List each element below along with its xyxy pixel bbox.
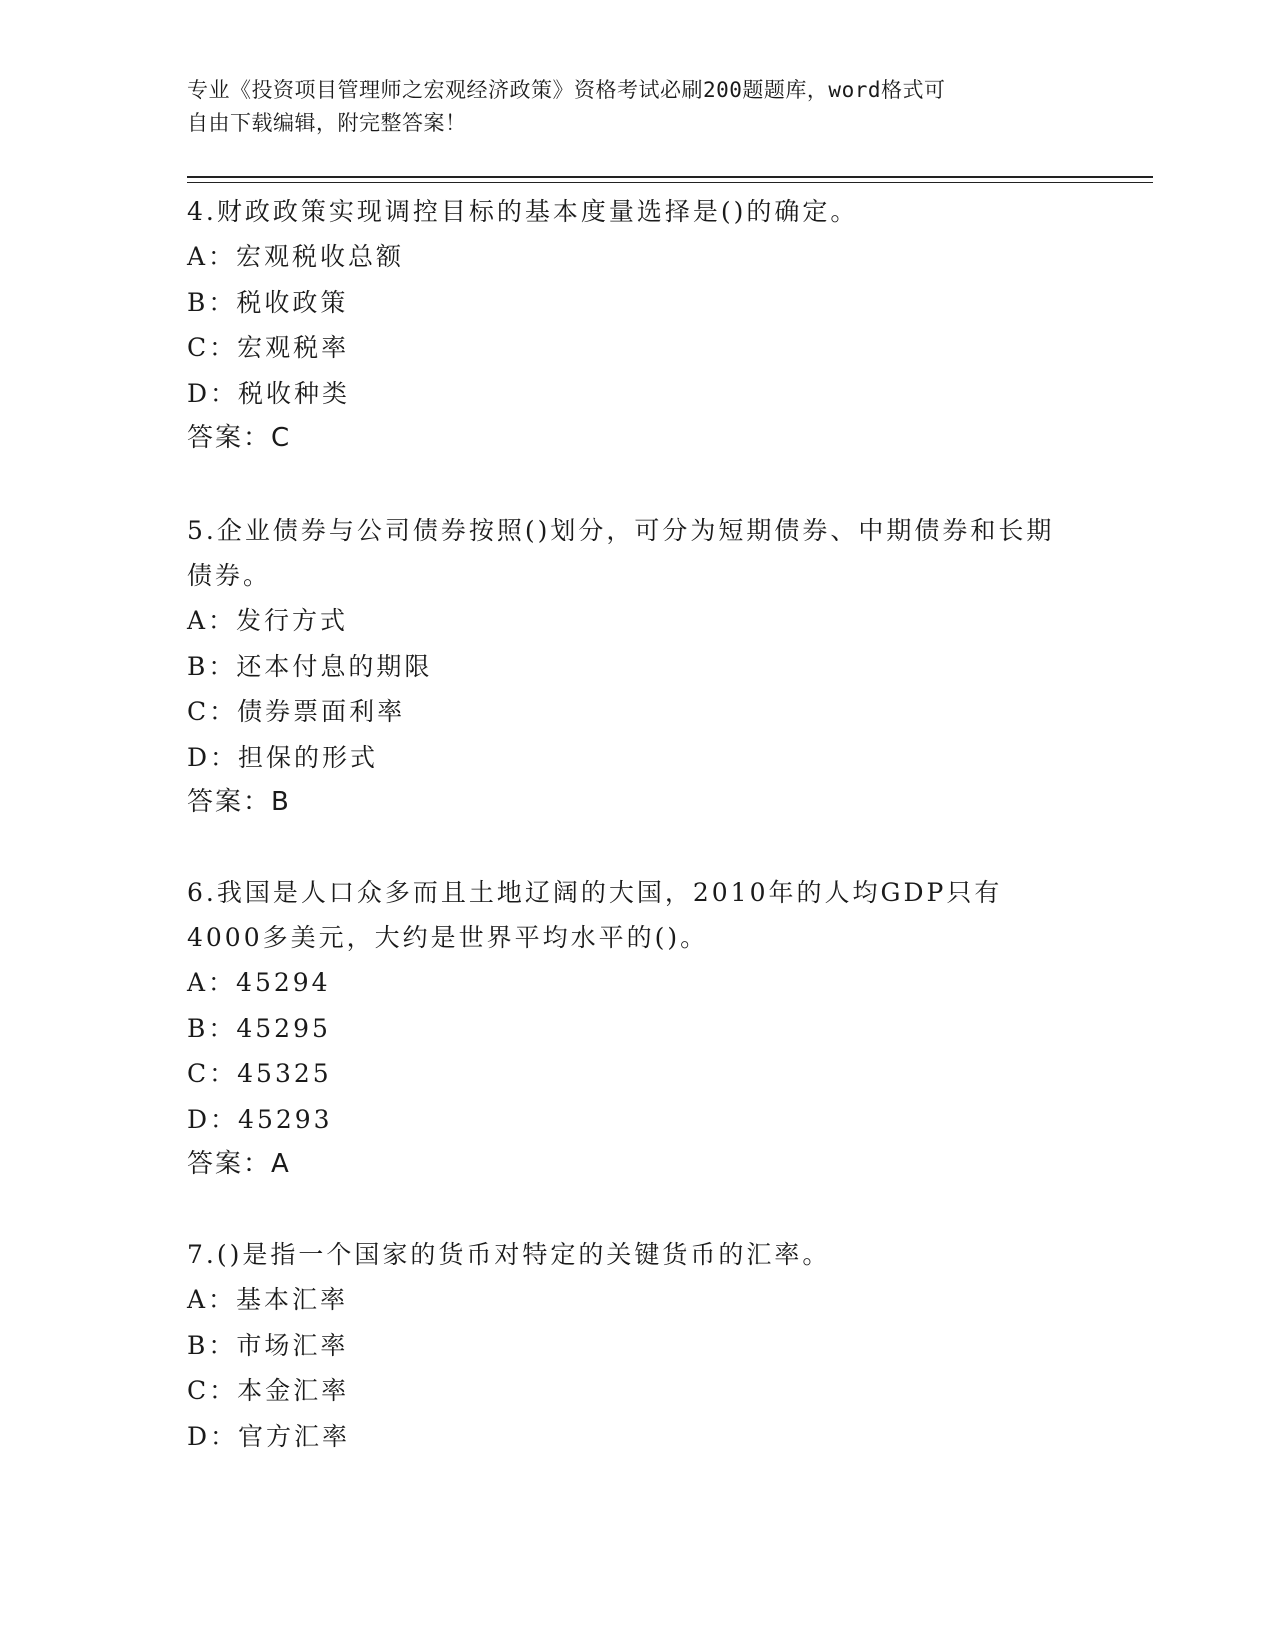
header-divider-thick (187, 176, 1153, 178)
option-c: C：宏观税率 (187, 333, 350, 362)
option-c: C：债券票面利率 (187, 697, 406, 726)
question-text: 4.财政政策实现调控目标的基本度量选择是()的确定。 (187, 197, 859, 226)
header-divider-thin (187, 182, 1153, 183)
option-c: C：45325 (187, 1059, 332, 1088)
option-c: C：本金汇率 (187, 1376, 350, 1405)
question-text: 6.我国是人口众多而且土地辽阔的大国，2010年的人均GDP只有4000多美元，大约是世界平均水平的()。 (187, 878, 1003, 952)
option-d: D：45293 (187, 1104, 333, 1134)
document-header (187, 74, 1067, 140)
option-a: A：45294 (187, 968, 331, 997)
option-a: A：发行方式 (187, 606, 349, 635)
question-text: 7.()是指一个国家的货币对特定的关键货币的汇率。 (187, 1240, 831, 1269)
option-b: B：还本付息的期限 (187, 651, 433, 681)
option-d: D：担保的形式 (187, 742, 379, 772)
header-line-2: 自由下载编辑，附完整答案！ (187, 111, 467, 135)
option-b: B：市场汇率 (187, 1330, 349, 1360)
option-b: B：45295 (187, 1013, 331, 1043)
header-line-1: 专业《投资项目管理师之宏观经济政策》资格考试必刷200题题库，word格式可 (187, 78, 946, 102)
question-5 (187, 508, 1067, 826)
option-b: B：税收政策 (187, 287, 349, 317)
question-7 (187, 1232, 1067, 1459)
question-text: 5.企业债券与公司债券按照()划分，可分为短期债券、中期债券和长期债券。 (187, 516, 1055, 590)
question-6 (187, 870, 1067, 1188)
option-a: A：宏观税收总额 (187, 242, 405, 271)
answer: 答案：A (187, 1149, 291, 1179)
option-a: A：基本汇率 (187, 1285, 349, 1314)
answer: 答案：B (187, 787, 291, 817)
answer: 答案：C (187, 423, 292, 453)
question-4 (187, 189, 1067, 462)
option-d: D：税收种类 (187, 378, 351, 408)
option-d: D：官方汇率 (187, 1421, 351, 1451)
